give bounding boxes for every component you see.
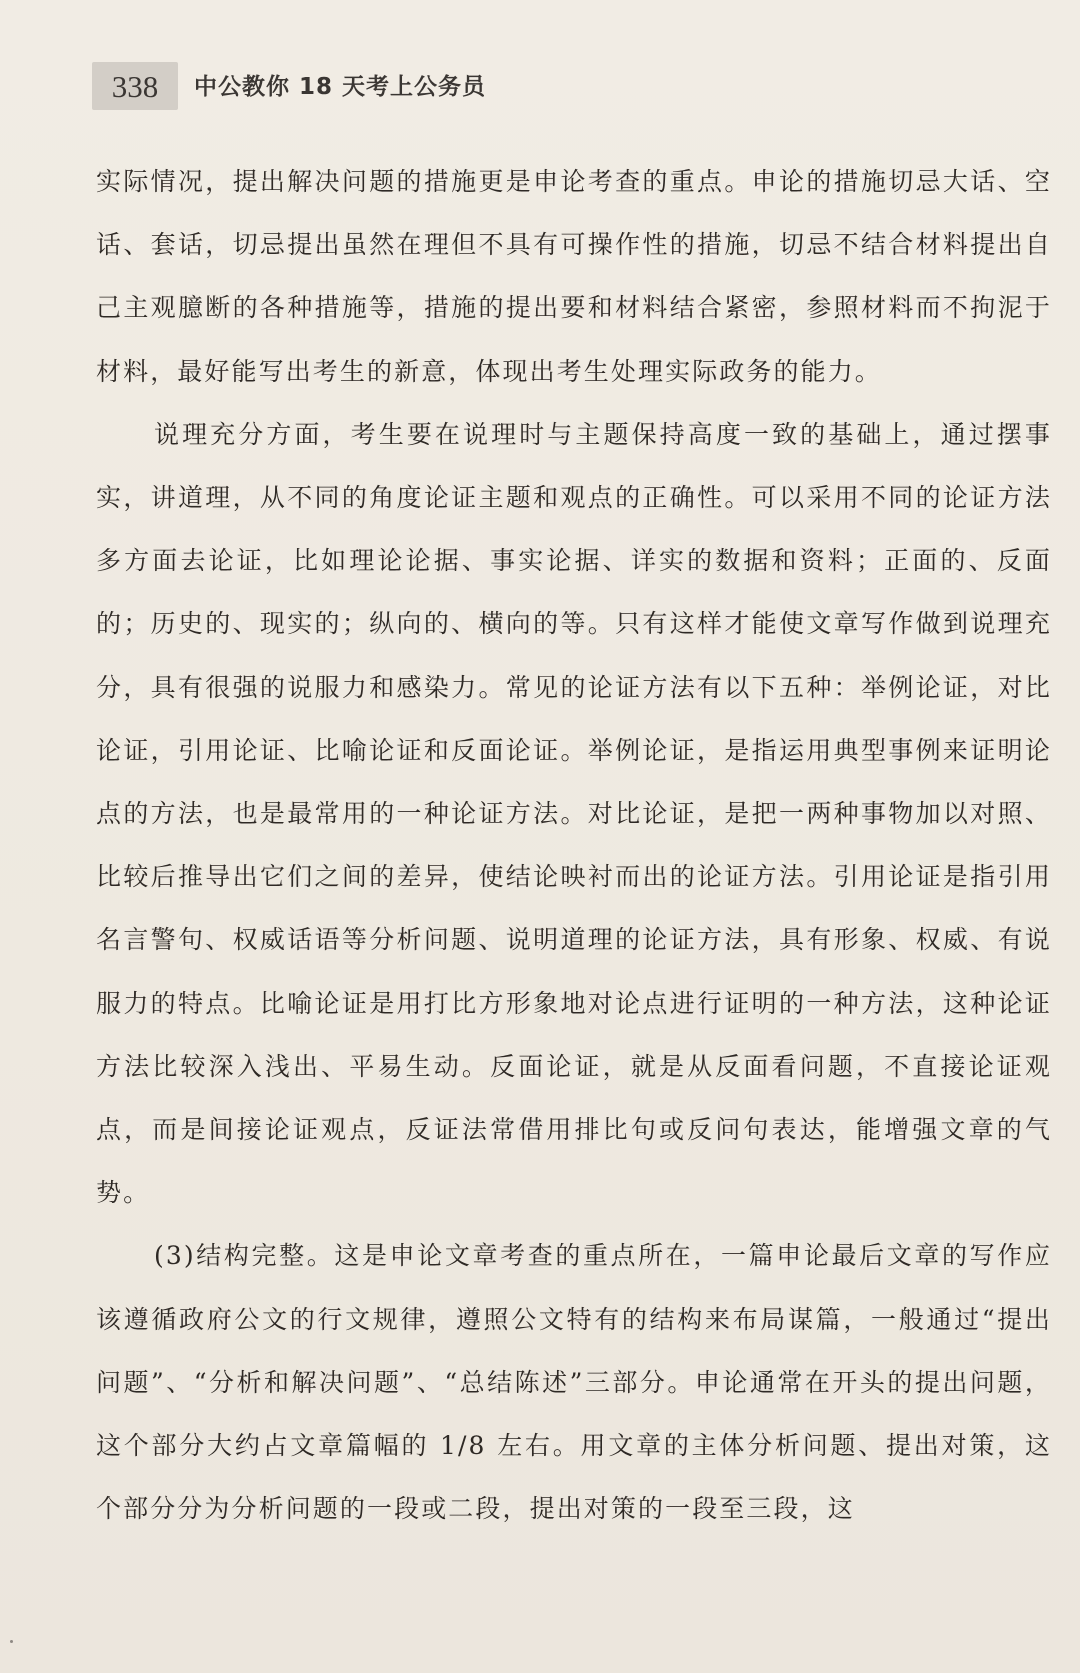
running-head: 中公教你 18 天考上公务员 [194, 74, 487, 100]
paragraph-measures: 实际情况，提出解决问题的措施更是申论考查的重点。申论的措施切忌大话、空话、套话，切忌提出虽然在理但不具有可操作性的措施，切忌不结合材料提出自己主观臆断的各种措施等，措施的提出要和材料结合紧密，参照材料而不拘泥于材料，最好能写出考生的新意，体现出考生处理实际政务的能力。 [96, 167, 1052, 386]
page-number: 338 [111, 69, 159, 104]
scan-speck [10, 1640, 13, 1643]
page-header [92, 62, 992, 114]
page-number-box [92, 62, 178, 110]
body-text [96, 150, 1052, 1540]
paragraph-reasoning: 说理充分方面，考生要在说理时与主题保持高度一致的基础上，通过摆事实，讲道理，从不同的角度论证主题和观点的正确性。可以采用不同的论证方法多方面去论证，比如理论论据、事实论据、详实的数据和资料；正面的、反面的；历史的、现实的；纵向的、横向的等。只有这样才能使文章写作做到说理充分，具有很强的说服力和感染力。常见的论证方法有以下五种：举例论证，对比论证，引用论证、比喻论证和反面论证。举例论证，是指运用典型事例来证明论点的方法，也是最常用的一种论证方法。对比论证，是把一两种事物加以对照、比较后推导出它们之间的差异，使结论映衬而出的论证方法。引用论证是指引用名言警句、权威话语等分析问题、说明道理的论证方法，具有形象、权威、有说服力的特点。比喻论证是用打比方形象地对论点进行证明的一种方法，这种论证方法比较深入浅出、平易生动。反面论证，就是从反面看问题，不直接论证观点，而是间接论证观点，反证法常借用排比句或反问句表达，能增强文章的气势。 [96, 419, 1052, 1208]
paragraph-structure: (3)结构完整。这是申论文章考查的重点所在，一篇申论最后文章的写作应该遵循政府公文的行文规律，遵照公文特有的结构来布局谋篇，一般通过“提出问题”、“分析和解决问题”、“总结陈述”三部分。申论通常在开头的提出问题，这个部分大约占文章篇幅的 1/8 左右。用文章的主体分析问题、提出对策，这个部分分为分析问题的一段或二段，提出对策的一段至三段，这 [96, 1241, 1052, 1524]
